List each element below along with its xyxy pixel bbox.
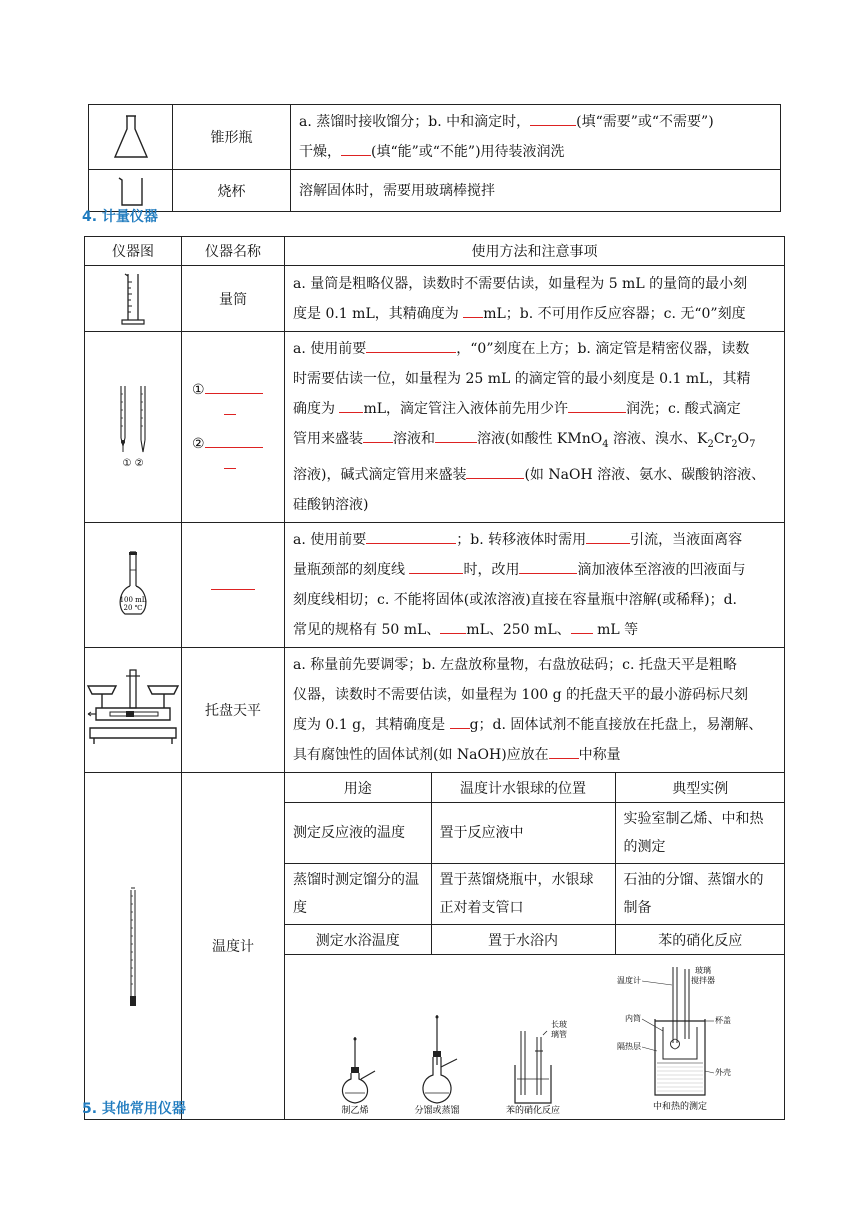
- table-row: [85, 266, 785, 332]
- desc-text: O: [737, 431, 750, 447]
- section-heading: 5. 其他常用仪器: [82, 1101, 186, 1117]
- instrument-name: 烧杯: [173, 170, 291, 212]
- column-header: 仪器名称: [182, 237, 285, 266]
- thermometer-figures: [285, 955, 785, 1120]
- desc-text: ，“0”刻度在上方；b. 滴定管是精密仪器，读数: [456, 341, 750, 357]
- volumetric-flask-cell: [85, 522, 182, 647]
- table-cell: 实验室制乙烯、中和热的测定: [615, 803, 785, 864]
- desc-text: (填“能”或“不能”)用待装液润洗: [371, 144, 565, 160]
- desc-text: 滴加液体至溶液的凹液面与: [577, 561, 746, 578]
- table-cell: 苯的硝化反应: [615, 925, 785, 955]
- fill-blank: [519, 559, 577, 574]
- ethylene-setup-figure: [341, 1037, 375, 1115]
- desc-text: Cr: [713, 431, 732, 447]
- subscript: 7: [749, 438, 756, 450]
- desc-text: 时需要估读一位，如量程为 25 mL 的滴定管的最小刻度是 0.1 mL，其精: [293, 371, 751, 387]
- desc-text: 具有腐蚀性的固体试剂(如 NaOH)应放在: [293, 746, 549, 763]
- desc-text: 量瓶颈部的刻度线: [293, 561, 410, 578]
- table-cell: 石油的分馏、蒸馏水的制备: [615, 864, 785, 925]
- desc-text: 度是 0.1 mL，其精确度为: [293, 305, 464, 322]
- desc-text: 硅酸钠溶液): [293, 496, 369, 513]
- figure-label: 杯盖: [715, 1016, 731, 1026]
- column-header: 典型实例: [615, 773, 785, 803]
- figure-label: 内筒: [625, 1014, 641, 1024]
- fill-blank: [366, 529, 456, 544]
- thermometer-usage-table: [285, 773, 785, 1120]
- thermometer-usage-cell: [285, 772, 785, 1120]
- cylinder-cell: [85, 266, 182, 332]
- circled-number: ②: [192, 435, 205, 452]
- graduated-cylinder-icon: [118, 270, 148, 328]
- fill-blank: [409, 559, 463, 574]
- instrument-name: 温度计: [182, 772, 285, 1120]
- section-heading: 4. 计量仪器: [82, 209, 158, 225]
- desc-text: 溶液(如酸性 KMnO: [477, 431, 603, 447]
- table-header-row: [285, 773, 785, 803]
- desc-text: 引流，当液面离容: [630, 531, 743, 548]
- fill-blank: [224, 454, 236, 469]
- table-cell: 测定水浴温度: [285, 925, 431, 955]
- desc-text: (填“需要”或“不需要”): [576, 114, 714, 130]
- thermometer-cell: [85, 772, 182, 1120]
- fill-blank: [450, 714, 470, 729]
- table-row: [85, 332, 785, 523]
- distillation-setup-figure: [414, 1015, 459, 1115]
- table-row: [285, 864, 785, 925]
- fill-blank: [339, 398, 363, 413]
- fill-blank: [205, 379, 263, 394]
- fill-blank: [224, 400, 236, 415]
- column-header: 仪器图: [85, 237, 182, 266]
- desc-text: 溶液和: [393, 431, 435, 447]
- desc-text: a. 量筒是粗略仪器，读数时不需要估读，如量程为 5 mL 的量筒的最小刻: [293, 275, 748, 292]
- table-row: [85, 772, 785, 1120]
- burette-figure-label: ① ②: [122, 457, 144, 469]
- desc-text: 润洗；c. 酸式滴定: [626, 401, 741, 417]
- desc-text: (如 NaOH 溶液、氨水、碳酸钠溶液、: [524, 466, 766, 483]
- desc-text: ；b. 转移液体时需用: [456, 531, 587, 548]
- figure-label: 璃管: [551, 1030, 567, 1040]
- figure-row: [285, 955, 785, 1120]
- instrument-description: [285, 266, 785, 332]
- desc-text: 溶液)，碱式滴定管用来盛装: [293, 466, 467, 483]
- volumetric-flask-icon: [113, 550, 153, 620]
- fill-blank: [586, 529, 630, 544]
- nitration-setup-figure: [506, 1019, 567, 1115]
- desc-text: 时，改用: [463, 561, 520, 578]
- figure-caption: 制乙烯: [341, 1106, 369, 1116]
- desc-text: 仪器，读数时不需要估读，如量程为 100 g 的托盘天平的最小游码标尺刻: [293, 686, 749, 703]
- burette-cell: [85, 332, 182, 523]
- instrument-name: 锥形瓶: [173, 105, 291, 170]
- table-header-row: [85, 237, 785, 266]
- column-header: 温度计水银球的位置: [431, 773, 615, 803]
- conical-flask-cell: [89, 105, 173, 170]
- table-row: [285, 925, 785, 955]
- desc-text: 管用来盛装: [293, 431, 363, 447]
- fill-blank: [568, 398, 626, 413]
- fill-blank: [366, 338, 456, 353]
- circled-number: ①: [192, 381, 205, 398]
- burette-name-1: [192, 379, 284, 421]
- figure-caption: 苯的硝化反应: [505, 1106, 561, 1116]
- table-cell: 置于水浴内: [431, 925, 615, 955]
- desc-text: 常见的规格有 50 mL、: [293, 621, 441, 638]
- instrument-description: [285, 522, 785, 647]
- fill-blank: [530, 111, 576, 126]
- subscript: 4: [602, 438, 609, 450]
- desc-text: a. 使用前要: [293, 531, 367, 548]
- desc-text: mL、250 mL、: [466, 621, 571, 638]
- burette-icon: [108, 384, 158, 470]
- desc-text: a. 使用前要: [293, 341, 367, 357]
- burette-name-cell: [182, 332, 285, 523]
- beaker-icon: [116, 174, 146, 208]
- table-row: [85, 522, 785, 647]
- desc-text: 确度为: [293, 401, 340, 417]
- fill-blank: [435, 428, 477, 443]
- fill-blank: [463, 303, 483, 318]
- table-cell: 置于蒸馏烧瓶中，水银球正对着支管口: [431, 864, 615, 925]
- top-instrument-table: [88, 104, 781, 212]
- instrument-description: [285, 647, 785, 772]
- flask-name-cell: [182, 522, 285, 647]
- figure-label: 长玻: [551, 1020, 567, 1030]
- figure-label: 搅拌器: [691, 976, 715, 986]
- flask-temperature-label: 20 ℃: [123, 603, 143, 612]
- instrument-description: [285, 332, 785, 523]
- fill-blank: [363, 428, 393, 443]
- thermometer-setup-figures: [285, 955, 783, 1115]
- table-cell: 蒸馏时测定馏分的温度: [285, 864, 431, 925]
- desc-text: 中称量: [578, 746, 621, 763]
- table-row: [89, 170, 781, 212]
- flask-volume-label: 100 mL: [119, 595, 147, 604]
- column-header: 用途: [285, 773, 431, 803]
- instrument-name: 托盘天平: [182, 647, 285, 772]
- desc-text: 溶液、溴水、K: [608, 431, 708, 447]
- desc-text: mL；b. 不可用作反应容器；c. 无“0”刻度: [483, 305, 746, 322]
- desc-text: mL 等: [592, 621, 639, 638]
- figure-label: 玻璃: [695, 966, 711, 976]
- desc-text: a. 称量前先要调零；b. 左盘放称量物，右盘放砝码；c. 托盘天平是粗略: [293, 656, 737, 673]
- figure-label: 外壳: [715, 1068, 731, 1078]
- conical-flask-icon: [111, 113, 151, 161]
- instrument-description: [291, 105, 781, 170]
- neutralization-setup-figure: [617, 965, 731, 1112]
- measuring-instrument-table: [84, 236, 785, 1120]
- desc-text: mL，滴定管注入液体前先用少许: [363, 401, 569, 417]
- desc-text: 刻度线相切；c. 不能将固体(或浓溶液)直接在容量瓶中溶解(或稀释)；d.: [293, 591, 737, 608]
- table-row: [89, 105, 781, 170]
- fill-blank: [549, 744, 579, 759]
- thermometer-icon: [123, 884, 143, 1008]
- table-cell: 置于反应液中: [431, 803, 615, 864]
- subscript: 2: [707, 438, 714, 450]
- column-header: 使用方法和注意事项: [285, 237, 785, 266]
- figure-caption: 分馏或蒸馏: [414, 1106, 460, 1116]
- figure-label: 温度计: [617, 976, 641, 986]
- fill-blank: [440, 619, 466, 634]
- desc-text: 干燥，: [299, 144, 341, 160]
- fill-blank: [571, 619, 593, 634]
- fill-blank: [211, 575, 255, 590]
- fill-blank: [205, 433, 263, 448]
- fill-blank: [341, 141, 371, 156]
- subscript: 2: [731, 438, 738, 450]
- figure-label: 隔热层: [617, 1042, 641, 1052]
- table-row: [285, 803, 785, 864]
- fill-blank: [466, 464, 524, 479]
- table-cell: 测定反应液的温度: [285, 803, 431, 864]
- desc-text: 度为 0.1 g，其精确度是: [293, 716, 450, 733]
- desc-text: g；d. 固体试剂不能直接放在托盘上，易潮解、: [469, 716, 763, 733]
- desc-text: a. 蒸馏时接收馏分；b. 中和滴定时，: [299, 114, 531, 130]
- balance-cell: [85, 647, 182, 772]
- figure-caption: 中和热的测定: [652, 1102, 708, 1113]
- table-row: [85, 647, 785, 772]
- instrument-name: 量筒: [182, 266, 285, 332]
- burette-name-2: [192, 433, 284, 475]
- balance-icon: [86, 662, 180, 758]
- instrument-description: 溶解固体时，需要用玻璃棒搅拌: [291, 170, 781, 212]
